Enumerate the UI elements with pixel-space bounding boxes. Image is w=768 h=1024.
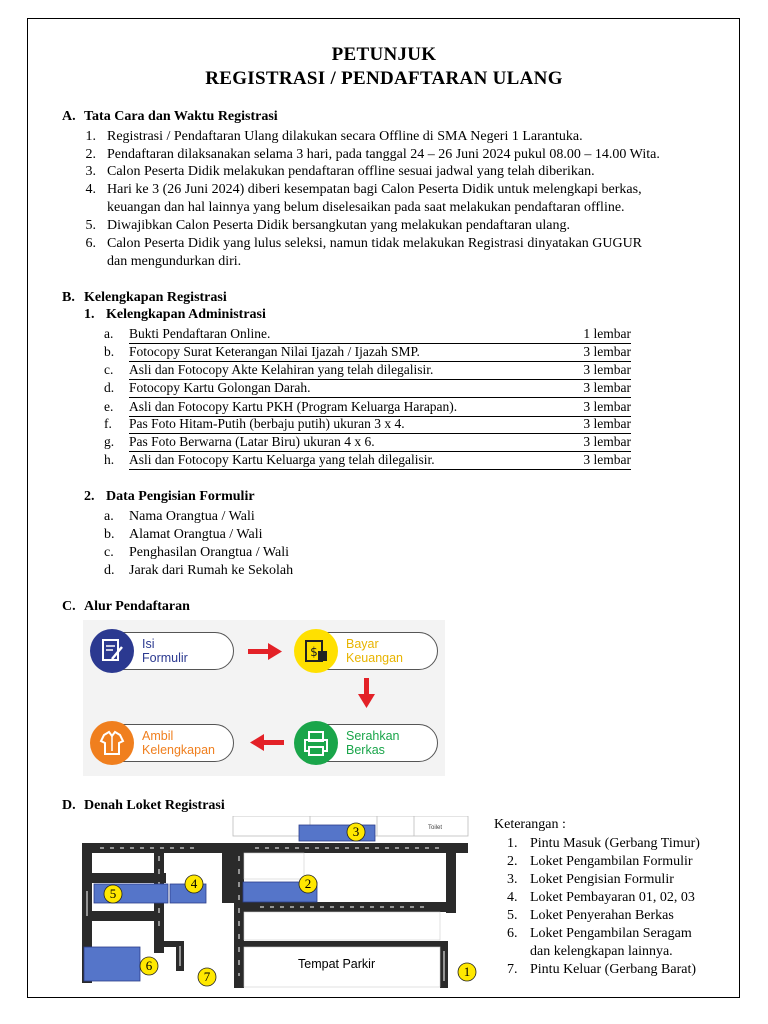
map-marker-6: 6 bbox=[139, 956, 159, 981]
list-item-continued: keuangan dan hal lainnya yang belum diselesaikan pada saat melakukan pendaftaran offline. bbox=[107, 200, 625, 215]
row-key: c. bbox=[104, 362, 114, 377]
row-underline bbox=[129, 380, 631, 398]
list-item: Calon Peserta Didik melakukan pendaftaran offline sesuai jadwal yang telah diberikan. bbox=[107, 164, 595, 179]
flow-diagram bbox=[83, 620, 445, 776]
row-text: Bukti Pendaftaran Online. bbox=[129, 326, 271, 341]
list-item: Hari ke 3 (26 Juni 2024) diberi kesempatan bagi Calon Peserta Didik untuk melengkapi berkas, bbox=[107, 182, 642, 197]
legend-item: Loket Pembayaran 01, 02, 03 bbox=[530, 890, 695, 905]
row-qty: 3 lembar bbox=[583, 344, 631, 359]
row-text: Pas Foto Berwarna (Latar Biru) ukuran 4 x 6. bbox=[129, 434, 375, 449]
list-number: 2. bbox=[85, 147, 96, 162]
list-item: Pendaftaran dilaksanakan selama 3 hari, pada tanggal 24 – 26 Juni 2024 pukul 08.00 – 14.00 Wita. bbox=[107, 147, 660, 162]
step-line1: Isi bbox=[142, 637, 155, 651]
list-key: b. bbox=[104, 527, 115, 542]
list-number: 5. bbox=[85, 218, 96, 233]
legend-number: 5. bbox=[507, 908, 518, 923]
legend-item: Pintu Keluar (Gerbang Barat) bbox=[530, 962, 696, 977]
step-line2: Berkas bbox=[346, 743, 385, 757]
section-b-letter: B. bbox=[62, 290, 75, 305]
list-item: Alamat Orangtua / Wali bbox=[129, 527, 263, 542]
row-underline bbox=[129, 399, 631, 417]
row-qty: 1 lembar bbox=[583, 326, 631, 341]
registration-map bbox=[80, 816, 470, 988]
list-item-continued: dan mengundurkan diri. bbox=[107, 254, 242, 269]
row-key: d. bbox=[104, 380, 115, 395]
svg-text:$: $ bbox=[310, 645, 318, 659]
section-d-letter: D. bbox=[62, 798, 76, 813]
arrow-down-icon bbox=[358, 678, 375, 708]
list-number: 6. bbox=[85, 236, 96, 251]
map-marker-3: 3 bbox=[346, 822, 366, 847]
legend-item: Loket Penyerahan Berkas bbox=[530, 908, 674, 923]
row-underline bbox=[129, 434, 631, 452]
step-line1: Ambil bbox=[142, 729, 174, 743]
section-b1-heading: Kelengkapan Administrasi bbox=[106, 307, 266, 322]
row-underline bbox=[129, 344, 631, 362]
toilet-label: Toilet bbox=[428, 825, 443, 831]
list-number: 3. bbox=[85, 164, 96, 179]
parking-label: Tempat Parkir bbox=[298, 957, 376, 971]
row-text: Fotocopy Surat Keterangan Nilai Ijazah / Ijazah SMP. bbox=[129, 344, 420, 359]
section-d-heading: Denah Loket Registrasi bbox=[84, 798, 225, 813]
step-line1: Serahkan bbox=[346, 729, 400, 743]
row-qty: 3 lembar bbox=[583, 362, 631, 377]
list-item: Nama Orangtua / Wali bbox=[129, 509, 255, 524]
map-marker-4: 4 bbox=[184, 874, 204, 899]
legend-item: Pintu Masuk (Gerbang Timur) bbox=[530, 836, 700, 851]
step-line2: Formulir bbox=[142, 651, 188, 665]
row-text: Asli dan Fotocopy Kartu Keluarga yang telah dilegalisir. bbox=[129, 452, 435, 467]
row-key: g. bbox=[104, 434, 115, 449]
list-key: c. bbox=[104, 545, 114, 560]
row-key: e. bbox=[104, 399, 114, 414]
doc-subtitle: REGISTRASI / PENDAFTARAN ULANG bbox=[205, 68, 563, 89]
list-item: Penghasilan Orangtua / Wali bbox=[129, 545, 289, 560]
map-marker-7: 7 bbox=[197, 967, 217, 992]
list-item: Diwajibkan Calon Peserta Didik bersangkutan yang melakukan pendaftaran ulang. bbox=[107, 218, 571, 233]
row-underline bbox=[129, 326, 631, 344]
section-a-letter: A. bbox=[62, 109, 76, 124]
section-c-heading: Alur Pendaftaran bbox=[84, 599, 190, 614]
list-number: 4. bbox=[85, 182, 96, 197]
legend-item-continued: dan kelengkapan lainnya. bbox=[530, 944, 673, 959]
row-text: Asli dan Fotocopy Kartu PKH (Program Keluarga Harapan). bbox=[129, 399, 458, 414]
list-item: Registrasi / Pendaftaran Ulang dilakukan secara Offline di SMA Negeri 1 Larantuka. bbox=[107, 129, 583, 144]
legend-item: Loket Pengambilan Formulir bbox=[530, 854, 693, 869]
row-text: Pas Foto Hitam-Putih (berbaju putih) ukuran 3 x 4. bbox=[129, 416, 405, 431]
legend-number: 6. bbox=[507, 926, 518, 941]
row-underline bbox=[129, 416, 631, 434]
doc-title: PETUNJUK bbox=[331, 44, 437, 65]
row-key: a. bbox=[104, 326, 114, 341]
legend-number: 4. bbox=[507, 890, 518, 905]
row-qty: 3 lembar bbox=[583, 434, 631, 449]
section-b2-number: 2. bbox=[84, 489, 95, 504]
row-qty: 3 lembar bbox=[583, 380, 631, 395]
legend-title: Keterangan : bbox=[494, 817, 566, 832]
row-text: Fotocopy Kartu Golongan Darah. bbox=[129, 380, 311, 395]
list-key: d. bbox=[104, 563, 115, 578]
legend-item: Loket Pengisian Formulir bbox=[530, 872, 674, 887]
section-b1-number: 1. bbox=[84, 307, 95, 322]
row-qty: 3 lembar bbox=[583, 452, 631, 467]
row-underline bbox=[129, 362, 631, 380]
section-a-heading: Tata Cara dan Waktu Registrasi bbox=[84, 109, 278, 124]
step-line2: Kelengkapan bbox=[142, 743, 215, 757]
section-c-letter: C. bbox=[62, 599, 76, 614]
map-marker-5: 5 bbox=[103, 884, 123, 909]
row-qty: 3 lembar bbox=[583, 399, 631, 414]
section-b2-heading: Data Pengisian Formulir bbox=[106, 489, 255, 504]
map-marker-2: 2 bbox=[298, 874, 318, 899]
legend-number: 1. bbox=[507, 836, 518, 851]
arrow-left-icon bbox=[250, 734, 284, 751]
list-number: 1. bbox=[85, 129, 96, 144]
arrow-right-icon bbox=[248, 643, 282, 660]
flow-arrows bbox=[83, 620, 445, 776]
row-qty: 3 lembar bbox=[583, 416, 631, 431]
map-marker-1: 1 bbox=[457, 962, 477, 987]
legend-number: 3. bbox=[507, 872, 518, 887]
list-item: Calon Peserta Didik yang lulus seleksi, namun tidak melakukan Registrasi dinyatakan GUGUR bbox=[107, 236, 643, 251]
row-underline bbox=[129, 452, 631, 470]
counter-6 bbox=[84, 947, 140, 981]
list-key: a. bbox=[104, 509, 114, 524]
list-item: Jarak dari Rumah ke Sekolah bbox=[129, 563, 294, 578]
step-line2: Keuangan bbox=[346, 651, 404, 665]
step-line1: Bayar bbox=[346, 637, 379, 651]
row-text: Asli dan Fotocopy Akte Kelahiran yang telah dilegalisir. bbox=[129, 362, 434, 377]
legend-item: Loket Pengambilan Seragam bbox=[530, 926, 692, 941]
legend-number: 7. bbox=[507, 962, 518, 977]
row-key: h. bbox=[104, 452, 115, 467]
legend-number: 2. bbox=[507, 854, 518, 869]
row-key: b. bbox=[104, 344, 115, 359]
section-b-heading: Kelengkapan Registrasi bbox=[84, 290, 227, 305]
row-key: f. bbox=[104, 416, 112, 431]
